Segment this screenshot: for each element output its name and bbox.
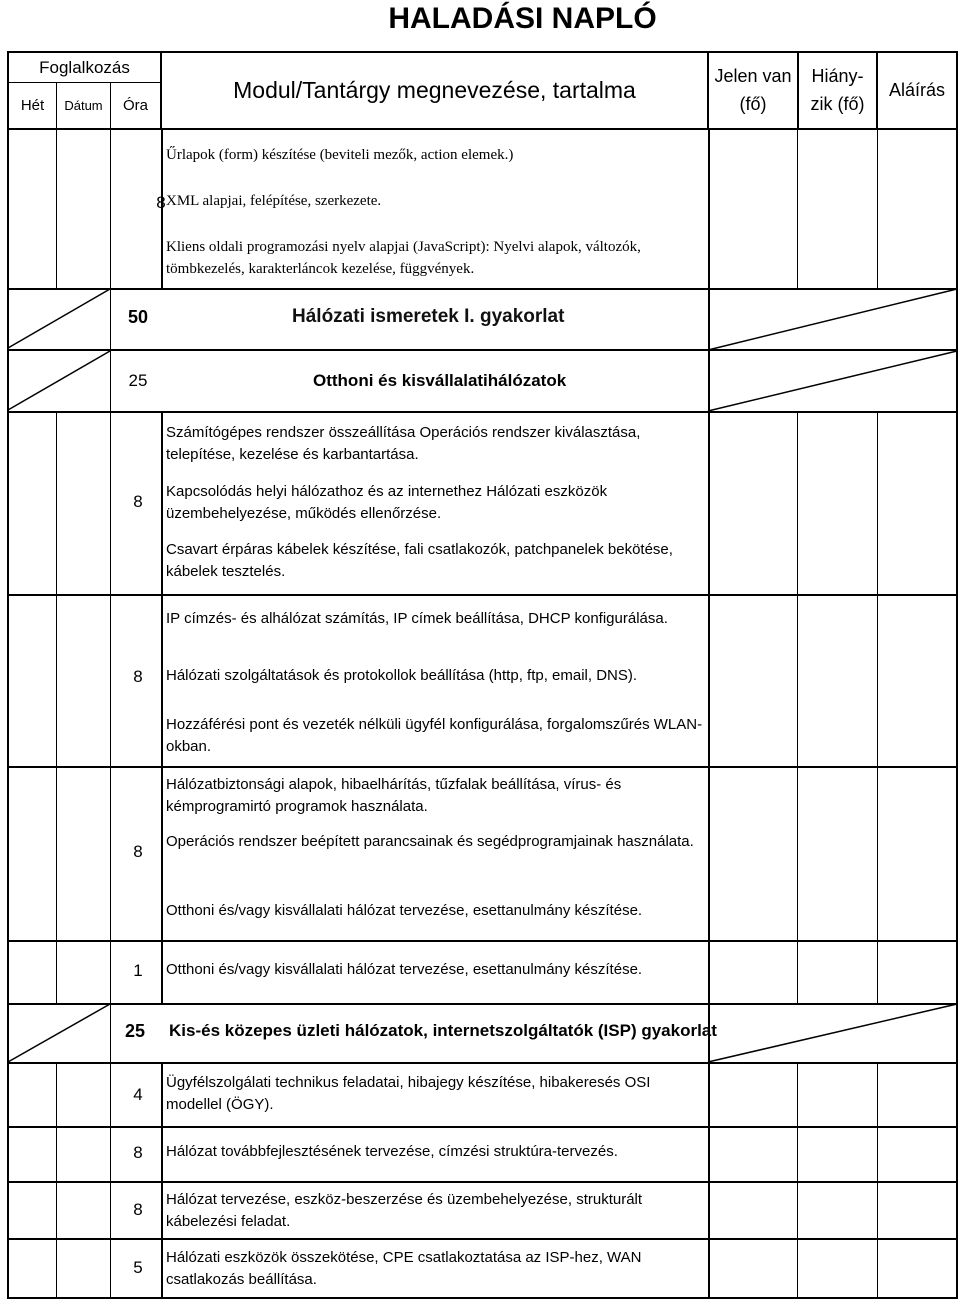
header-divider <box>7 128 957 130</box>
header-datum: Dátum <box>64 98 103 113</box>
row-divider <box>7 766 957 768</box>
row-divider <box>7 1126 957 1128</box>
row-divider <box>7 349 957 351</box>
row-hours: 8 <box>133 1200 143 1219</box>
col-line-het <box>56 412 57 1004</box>
list-item: Csavart érpáras kábelek készítése, fali csatlakozók, patchpanelek bekötése, kábelek tesztelés. <box>166 541 673 580</box>
list-item: Számítógépes rendszer összeállítása Operációs rendszer kiválasztása, telepítése, kezelése és karbantartása. <box>166 424 641 463</box>
header-ora: Óra <box>122 97 148 114</box>
row-divider <box>7 1181 957 1183</box>
group-hours: 8 <box>133 667 143 686</box>
col-line-hianyzik <box>797 412 798 1004</box>
row-text: Hálózat tervezése, eszköz-beszerzése és üzembehelyezése, strukturált kábelezési feladat. <box>166 1191 643 1230</box>
header-hianyzik-line1: Hiány- <box>811 66 864 86</box>
group-hours: 8 <box>133 492 143 511</box>
row-divider <box>7 1003 957 1005</box>
header-hianyzik-line2: zik (fő) <box>810 94 865 114</box>
header-foglalkozas: Foglalkozás <box>39 58 130 77</box>
list-item: Hálózatbiztonsági alapok, hibaelhárítás, tűzfalak beállítása, vírus- és kémprogramirtó programok használata. <box>166 776 622 815</box>
header-col-line <box>797 51 799 130</box>
header-col-line <box>707 51 709 130</box>
col-line-het <box>56 130 57 288</box>
section-hours: 50 <box>127 307 149 327</box>
row-divider <box>7 1238 957 1240</box>
row-hours: 8 <box>133 1143 143 1162</box>
list-item: Hozzáférési pont és vezeték nélküli ügyfél konfigurálása, forgalomszűrés WLAN-okban. <box>166 716 703 755</box>
row-hours: 4 <box>133 1085 143 1104</box>
list-item: Hálózati szolgáltatások és protokollok beállítása (http, ftp, email, DNS). <box>166 667 638 684</box>
row-text: Kliens oldali programozási nyelv alapjai (JavaScript): Nyelvi alapok, változók, tömbkezelés, karakterláncok kezelése, függvények. <box>166 239 641 277</box>
row-text: Ügyfélszolgálati technikus feladatai, hibajegy készítése, hibakeresés OSI modellel (ÖGY). <box>166 1074 651 1113</box>
row-divider <box>7 1062 957 1064</box>
list-item: IP címzés- és alhálózat számítás, IP címek beállítása, DHCP konfigurálása. <box>166 610 668 627</box>
section-title: Kis-és közepes üzleti hálózatok, internetszolgáltatók (ISP) gyakorlat <box>169 1021 717 1040</box>
table-border-left <box>7 51 9 1299</box>
page-title: HALADÁSI NAPLÓ <box>388 2 657 35</box>
row-divider <box>7 940 957 942</box>
section-title: Otthoni és kisvállalatihálózatok <box>313 371 567 390</box>
col-line-hianyzik <box>797 130 798 288</box>
row-hours: 1 <box>133 961 143 980</box>
col-line-datum <box>110 130 111 1298</box>
row-text: Űrlapok (form) készítése (beviteli mezők, action elemek.) <box>166 147 514 163</box>
section-hours: 25 <box>128 371 148 390</box>
col-line-jelen <box>708 130 710 1298</box>
row-text: XML alapjai, felépítése, szerkezete. <box>166 193 382 209</box>
row-hours: 8 <box>156 193 166 212</box>
header-subdivider <box>7 82 160 83</box>
col-line-alairas <box>877 130 878 288</box>
row-text: Hálózati eszközök összekötése, CPE csatlakoztatása az ISP-hez, WAN csatlakozás beállítása. <box>166 1249 642 1288</box>
header-jelen-van-line2: (fő) <box>739 94 767 114</box>
row-text: Otthoni és/vagy kisvállalati hálózat tervezése, esettanulmány készítése. <box>166 961 643 978</box>
header-jelen-van-line1: Jelen van <box>714 66 792 86</box>
table-border-bottom <box>7 1297 957 1299</box>
header-modul: Modul/Tantárgy megnevezése, tartalma <box>233 77 636 103</box>
list-item: Kapcsolódás helyi hálózathoz és az internethez Hálózati eszközök üzembehelyezése, működés ellenőrzése. <box>166 483 608 522</box>
list-item: Operációs rendszer beépített parancsainak és segédprogramjainak használata. <box>166 833 694 850</box>
row-hours: 5 <box>133 1258 143 1277</box>
section-title: Hálózati ismeretek I. gyakorlat <box>292 306 565 327</box>
header-het: Hét <box>20 97 45 114</box>
list-item: Otthoni és/vagy kisvállalati hálózat tervezése, esettanulmány készítése. <box>166 902 643 919</box>
group-hours: 8 <box>133 842 143 861</box>
row-divider <box>7 411 957 413</box>
table-border-right <box>956 51 958 1299</box>
section-hours: 25 <box>124 1021 146 1041</box>
row-text: Hálózat továbbfejlesztésének tervezése, címzési struktúra-tervezés. <box>166 1143 618 1160</box>
header-alairas: Aláírás <box>888 80 946 100</box>
row-divider <box>7 288 957 290</box>
table-border-top <box>7 51 957 53</box>
row-divider <box>7 594 957 596</box>
col-line-alairas <box>877 412 878 1004</box>
